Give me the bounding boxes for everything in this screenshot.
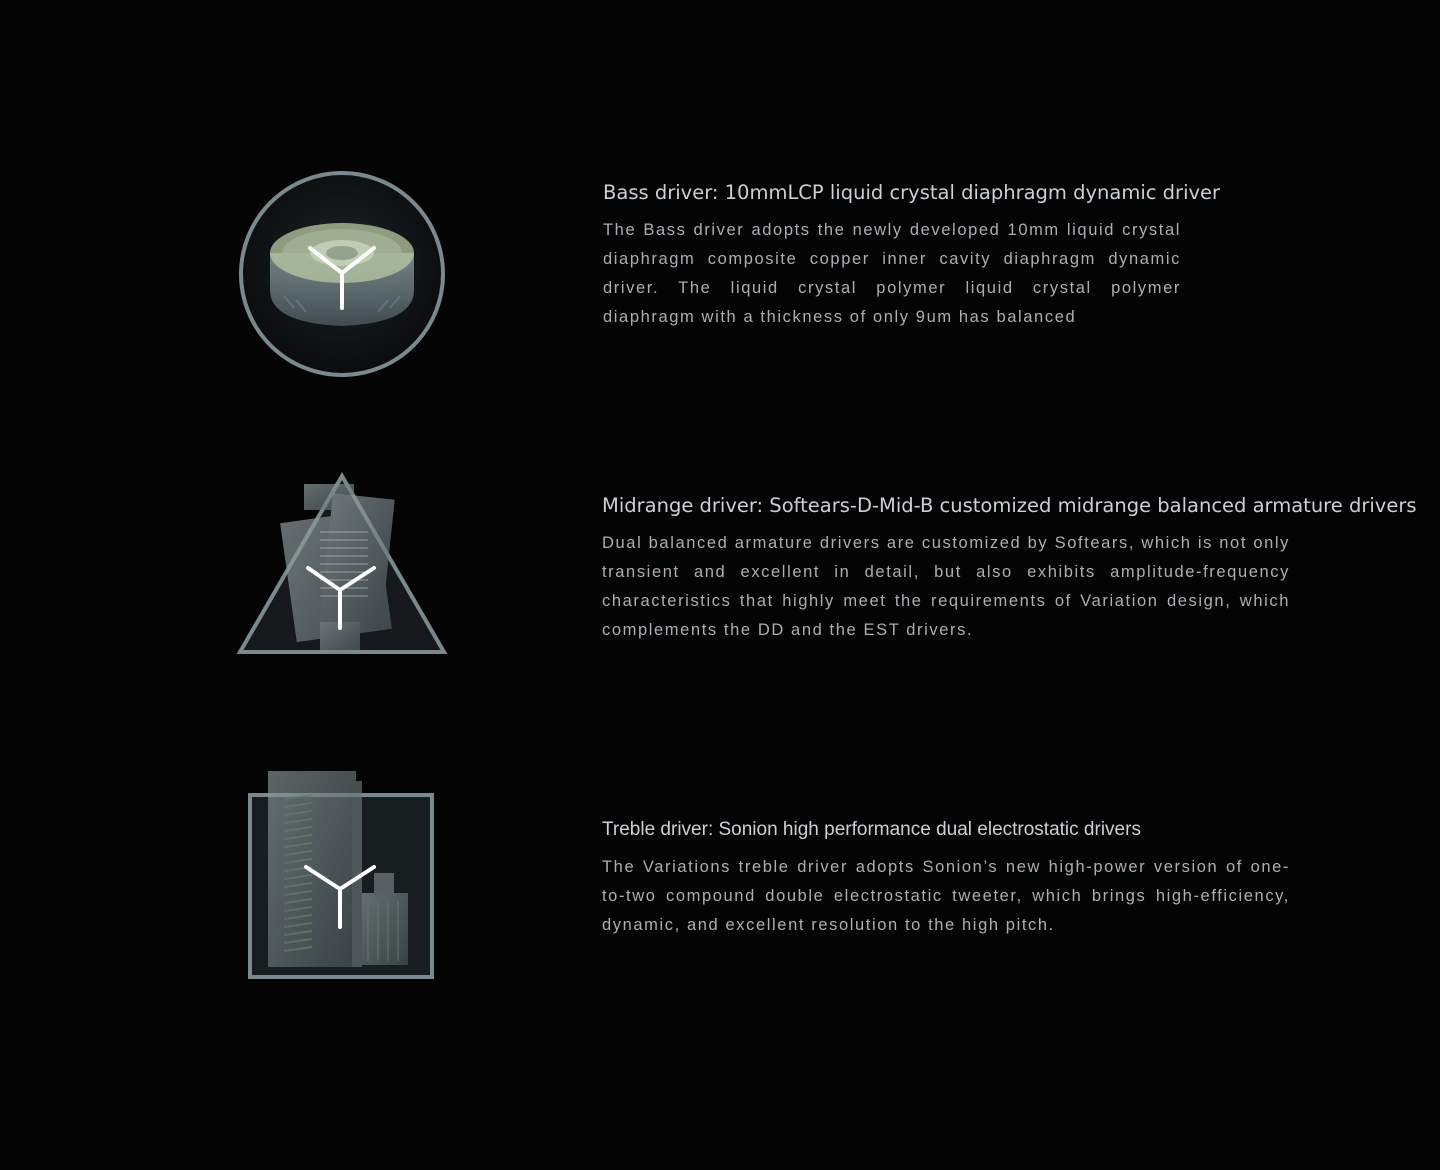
treble-driver-text	[602, 817, 1290, 940]
bass-driver-text	[603, 180, 1221, 332]
midrange-driver-title: Midrange driver: Softears-D-Mid-B customized midrange balanced armature drivers	[602, 494, 1417, 517]
midrange-driver-section	[0, 470, 1440, 670]
treble-driver-section	[0, 765, 1440, 985]
bass-driver-description: The Bass driver adopts the newly developed 10mm liquid crystal diaphragm composite copper inner cavity diaphragm dynamic driver. The liquid crystal polymer liquid crystal polymer diaphragm with a thickness of only 9um has balanced	[603, 221, 1181, 326]
bass-driver-title: Bass driver: 10mmLCP liquid crystal diaphragm dynamic driver	[603, 181, 1221, 204]
bass-driver-section	[0, 160, 1440, 390]
square-treble-driver-icon	[246, 769, 436, 981]
midrange-driver-description: Dual balanced armature drivers are customized by Softears, which is not only transient and excellent in detail, but also exhibits amplitude-frequency characteristics that highly meet the requirements of Variation design, which complements the DD and the EST drivers.	[602, 534, 1290, 639]
midrange-driver-text	[602, 493, 1417, 645]
circle-bass-driver-icon	[236, 168, 448, 380]
treble-driver-title: Treble driver: Sonion high performance dual electrostatic drivers	[602, 819, 1141, 840]
triangle-midrange-driver-icon	[236, 472, 448, 656]
treble-driver-description: The Variations treble driver adopts Sonion’s new high-power version of one-to-two compound double electrostatic tweeter, which brings high-efficiency, dynamic, and excellent resolution to the high pitch.	[602, 858, 1290, 934]
